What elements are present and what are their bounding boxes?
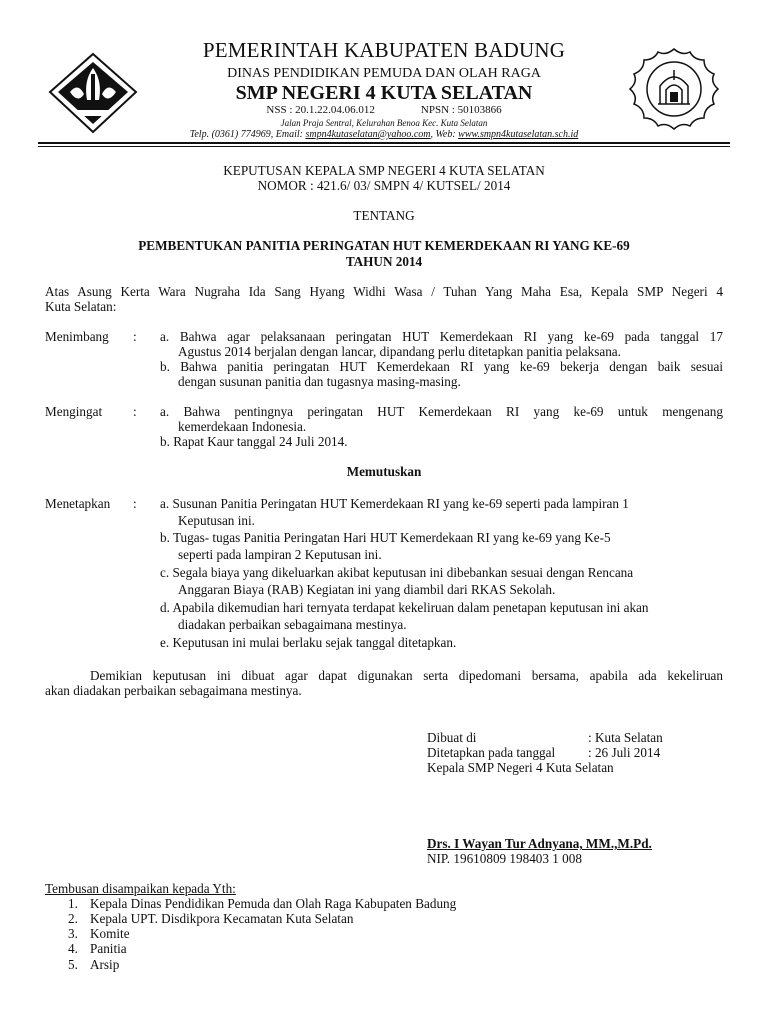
cc-item-num: 3. xyxy=(68,926,78,941)
menetapkan-item-d-cont: diadakan perbaikan sebagaimana mestinya. xyxy=(178,617,407,632)
menetapkan-item-d: d. Apabila dikemudian hari ternyata terdapat kekeliruan dalam penetapan keputusan ini akan xyxy=(160,600,649,615)
menetapkan-item-b-cont: seperti pada lampiran 2 Keputusan ini. xyxy=(178,547,382,562)
menetapkan-label: Menetapkan xyxy=(45,496,111,511)
cc-title: Tembusan disampaikan kepada Yth: xyxy=(45,881,236,896)
intro-line-2: Kuta Selatan: xyxy=(45,299,117,314)
school-title: SMP NEGERI 4 KUTA SELATAN xyxy=(235,82,533,104)
mengingat-item-a-cont: kemerdekaan Indonesia. xyxy=(178,419,307,434)
menimbang-item-a-cont: Agustus 2014 berjalan dengan lancar, dipandang perlu ditetapkan panitia pelaksana. xyxy=(178,344,621,359)
cc-item: Arsip xyxy=(90,957,120,972)
menimbang-item-a: a. Bahwa agar pelaksanaan peringatan HUT Kemerdekaan RI yang ke-69 pada tanggal 17 xyxy=(160,329,723,344)
menetapkan-item-e: e. Keputusan ini mulai berlaku sejak tanggal ditetapkan. xyxy=(160,635,457,650)
mengingat-item-a: a. Bahwa pentingnya peringatan HUT Kemerdekaan RI yang ke-69 untuk mengenang xyxy=(160,404,723,419)
department-title: DINAS PENDIDIKAN PEMUDA DAN OLAH RAGA xyxy=(227,66,541,81)
email-link[interactable]: smpn4kutaselatan@yahoo.com xyxy=(305,129,431,140)
cc-item: Komite xyxy=(90,926,130,941)
phone-email-label: Telp. (0361) 774969, Email: xyxy=(189,129,306,140)
web-label: , Web: xyxy=(430,129,459,140)
cc-item: Kepala UPT. Disdikpora Kecamatan Kuta Selatan xyxy=(90,911,354,926)
cc-item-num: 5. xyxy=(68,957,78,972)
school-address: Jalan Praja Sentral, Kelurahan Benoa Kec. Kuta Selatan xyxy=(280,118,488,128)
nss-number: NSS : 20.1.22.04.06.012 xyxy=(266,104,375,116)
cc-item-num: 2. xyxy=(68,911,78,926)
letterhead-divider-thin xyxy=(38,146,730,147)
closing-line-2: akan diadakan perbaikan sebagaimana mestinya. xyxy=(45,683,302,698)
menimbang-colon: : xyxy=(133,329,137,344)
intro-line-1: Atas Asung Kerta Wara Nugraha Ida Sang Hyang Widhi Wasa / Tuhan Yang Maha Esa, Kepala SMP Negeri 4 xyxy=(45,284,723,299)
decree-number: NOMOR : 421.6/ 03/ SMPN 4/ KUTSEL/ 2014 xyxy=(257,178,511,193)
memutuskan-heading: Memutuskan xyxy=(346,464,422,479)
menetapkan-item-c: c. Segala biaya yang dikeluarkan akibat keputusan ini dibebankan sesuai dengan Rencana xyxy=(160,565,634,580)
cc-item-num: 1. xyxy=(68,896,78,911)
menimbang-item-b: b. Bahwa panitia peringatan HUT Kemerdekaan RI yang ke-69 bekerja dengan baik sesuai xyxy=(160,359,723,374)
date-label: Ditetapkan pada tanggal xyxy=(427,745,556,760)
decree-title: KEPUTUSAN KEPALA SMP NEGERI 4 KUTA SELATAN xyxy=(223,163,545,178)
menetapkan-item-b: b. Tugas- tugas Panitia Peringatan Hari HUT Kemerdekaan RI yang ke-69 yang Ke-5 xyxy=(160,530,611,545)
menimbang-label: Menimbang xyxy=(45,329,109,344)
government-title: PEMERINTAH KABUPATEN BADUNG xyxy=(202,38,566,62)
menetapkan-item-c-cont: Anggaran Biaya (RAB) Kegiatan ini yang diambil dari RKAS Sekolah. xyxy=(178,582,556,597)
website-link[interactable]: www.smpn4kutaselatan.sch.id xyxy=(458,129,579,140)
made-at-value: : Kuta Selatan xyxy=(588,730,663,745)
about-label: TENTANG xyxy=(353,208,415,223)
signatory-position: Kepala SMP Negeri 4 Kuta Selatan xyxy=(427,760,614,775)
menetapkan-item-a-cont: Keputusan ini. xyxy=(178,513,255,528)
mengingat-label: Mengingat xyxy=(45,404,103,419)
made-at-label: Dibuat di xyxy=(427,730,477,745)
signatory-name: Drs. I Wayan Tur Adnyana, MM.,M.Pd. xyxy=(427,836,652,851)
letterhead-divider-thick xyxy=(38,142,730,144)
npsn-number: NPSN : 50103866 xyxy=(420,104,502,116)
cc-item: Panitia xyxy=(90,941,127,956)
cc-item-num: 4. xyxy=(68,941,78,956)
mengingat-colon: : xyxy=(133,404,137,419)
school-identifiers xyxy=(0,104,768,116)
decree-subject-line-1: PEMBENTUKAN PANITIA PERINGATAN HUT KEMERDEKAAN RI YANG KE-69 xyxy=(138,238,630,253)
decree-subject-line-2: TAHUN 2014 xyxy=(345,254,423,269)
date-value: : 26 Juli 2014 xyxy=(588,745,661,760)
cc-item: Kepala Dinas Pendidikan Pemuda dan Olah Raga Kabupaten Badung xyxy=(90,896,457,911)
mengingat-item-b: b. Rapat Kaur tanggal 24 Juli 2014. xyxy=(160,434,348,449)
menimbang-item-b-cont: dengan susunan panitia dan tugasnya masing-masing. xyxy=(178,374,461,389)
menetapkan-colon: : xyxy=(133,496,137,511)
closing-line-1: Demikian keputusan ini dibuat agar dapat digunakan serta dipedomani bersama, apabila ada kekeliruan xyxy=(90,668,723,683)
signatory-nip: NIP. 19610809 198403 1 008 xyxy=(427,851,582,866)
school-contact xyxy=(0,129,768,140)
menetapkan-item-a: a. Susunan Panitia Peringatan HUT Kemerdekaan RI yang ke-69 seperti pada lampiran 1 xyxy=(160,496,629,511)
